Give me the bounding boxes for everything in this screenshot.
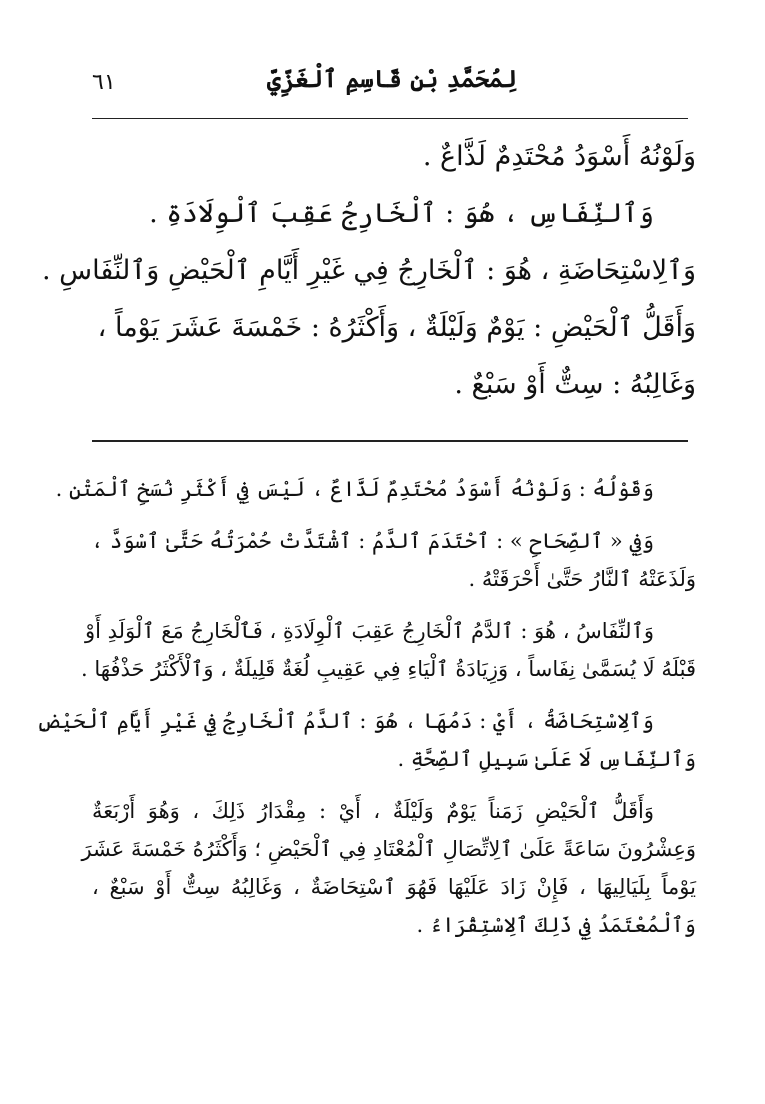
matn-line: وَأَقَلُّ ٱلْحَيْضِ : يَوْمٌ وَلَيْلَةٌ ، وَأَكْثَرُهُ : خَمْسَةَ عَشَرَ يَوْماً ، [97, 312, 696, 343]
commentary-line: يَوْماً بِلَيَالِيهَا ، فَإِنْ زَادَ عَلَيْهَا فَهُوَ ٱسْتِحَاضَةٌ ، وَغَالِبُهُ سِتٌّ أَوْ سَبْعٌ ، [92, 875, 696, 899]
header-rule [92, 118, 688, 119]
footnote-separator [92, 440, 688, 442]
matn-line: وَغَالِبُهُ : سِتٌّ أَوْ سَبْعٌ . [454, 369, 696, 400]
commentary-paragraph [81, 612, 696, 688]
commentary-line: وَقَوْلُهُ : وَلَوْنُهُ أَسْوَدُ مُحْتَدِمٌ لَذَّاعٌ ، لَيْسَ فِي أَكْثَرِ نُسَخِ ٱلْمَتْنِ . [55, 477, 654, 501]
commentary-paragraph [81, 792, 696, 944]
page-header [92, 64, 692, 104]
commentary-line: وَفِي « ٱلصِّحَاحِ » : ٱحْتَدَمَ ٱلدَّمُ : ٱشْتَدَّتْ حُمْرَتُهُ حَتَّىٰ ٱسْوَدَّ ، [91, 529, 654, 553]
matn-line: وَلَوْنُهُ أَسْوَدُ مُحْتَدِمٌ لَذَّاعٌ . [422, 141, 696, 172]
running-title: لِمُحَمَّدِ بْنِ قَاسِمِ ٱلْغَزِّيِّ [266, 64, 518, 93]
commentary-line: وَلَذَعَتْهُ ٱلنَّارُ حَتَّىٰ أَحْرَقَتْهُ . [468, 567, 696, 591]
commentary-paragraph [36, 702, 696, 778]
commentary-paragraph [92, 522, 696, 598]
commentary-line: وَٱلِاسْتِحَاضَةُ ، أَيْ : دَمُهَا ، هُوَ : ٱلدَّمُ ٱلْخَارِجُ فِي غَيْرِ أَيَّامِ ٱلْحَيْضِ [36, 709, 654, 733]
commentary-paragraph [55, 470, 696, 508]
matn-line: وَٱلنِّفَاسِ ، هُوَ : ٱلْخَارِجُ عَقِبَ ٱلْوِلَادَةِ . [149, 198, 654, 229]
matn-text [42, 128, 696, 413]
commentary-line: وَٱلنِّفَاسِ لَا عَلَىٰ سَبِيلِ ٱلصِّحَّةِ . [397, 747, 696, 771]
matn-line: وَٱلِاسْتِحَاضَةِ ، هُوَ : ٱلْخَارِجُ فِي غَيْرِ أَيَّامِ ٱلْحَيْضِ وَٱلنِّفَاسِ . [42, 255, 696, 286]
commentary-text [36, 470, 696, 958]
commentary-line: وَعِشْرُونَ سَاعَةً عَلَىٰ ٱلِاتِّصَالِ ٱلْمُعْتَادِ فِي ٱلْحَيْضِ ؛ وَأَكْثَرُهُ خَمْسَةَ عَشَرَ [81, 837, 696, 861]
commentary-line: وَٱلْمُعْتَمَدُ فِي ذَلِكَ ٱلِاسْتِقْرَاءُ . [416, 913, 696, 937]
commentary-line: وَٱلنِّفَاسُ ، هُوَ : ٱلدَّمُ ٱلْخَارِجُ عَقِبَ ٱلْوِلَادَةِ ، فَٱلْخَارِجُ مَعَ ٱلْوَلَدِ أَوْ [85, 619, 654, 643]
commentary-line: قَبْلَهُ لَا يُسَمَّىٰ نِفَاساً ، وَزِيَادَةُ ٱلْيَاءِ فِي عَقِيبِ لُغَةٌ قَلِيلَةٌ ، وَٱلْأَكْثَرُ حَذْفُهَا . [81, 657, 696, 681]
commentary-line: وَأَقَلُّ ٱلْحَيْضِ زَمَناً يَوْمٌ وَلَيْلَةٌ ، أَيْ : مِقْدَارُ ذَلِكَ ، وَهُوَ أَرْبَعَةٌ [92, 799, 654, 823]
page-number: ٦١ [92, 70, 116, 95]
